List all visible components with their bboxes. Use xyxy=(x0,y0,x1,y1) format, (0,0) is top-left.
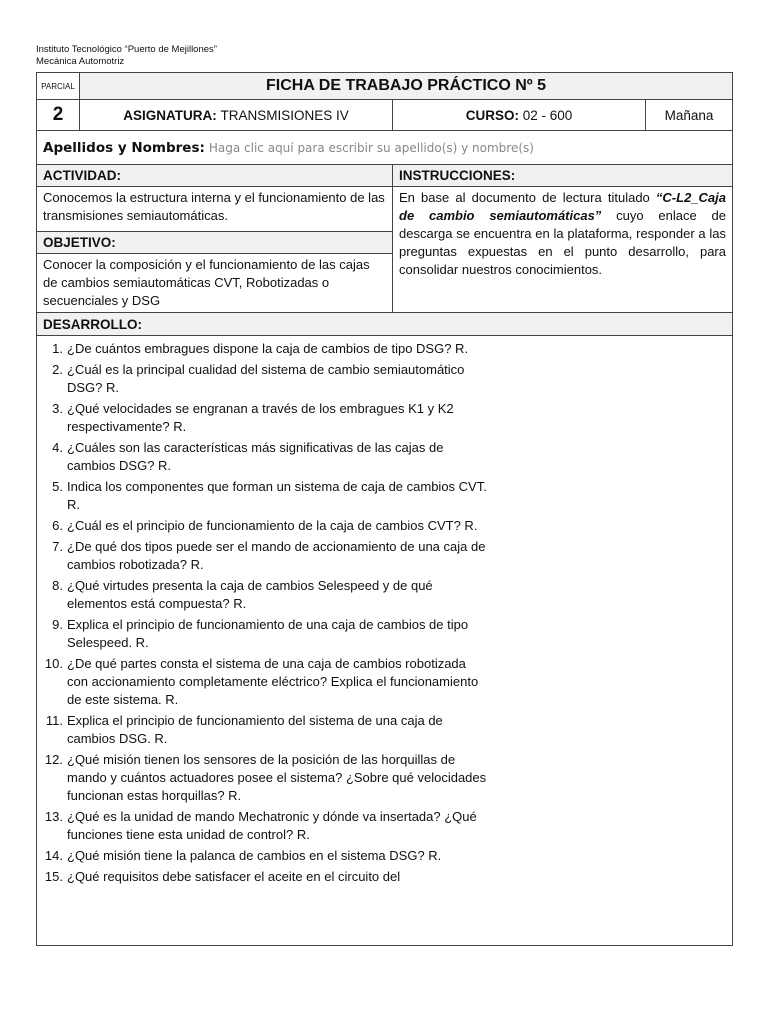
question-number: 11. xyxy=(45,713,63,728)
asignatura-value: TRANSMISIONES IV xyxy=(220,107,349,123)
question-number: 14. xyxy=(44,848,63,863)
question-item xyxy=(37,538,487,574)
question-number: 6. xyxy=(52,518,63,533)
question-number: 10. xyxy=(44,656,63,671)
question-text: ¿Qué requisitos debe satisfacer el aceite en el circuito del xyxy=(67,869,401,884)
curso-cell xyxy=(393,100,646,130)
question-item xyxy=(37,712,487,748)
actividad-text: Conocemos la estructura interna y el funcionamiento de las transmisiones semiautomáticas. xyxy=(37,187,392,232)
course-row xyxy=(37,100,732,131)
instrucciones-rest: cuyo enlace de descarga se encuentra en la plataforma, responder a las preguntas expuestas en el punto desarrollo, para consolidar nuestros conocimientos. xyxy=(399,208,726,277)
asignatura-cell xyxy=(80,100,393,130)
question-text: ¿Qué misión tiene la palanca de cambios en el sistema DSG? R. xyxy=(67,848,442,863)
objetivo-heading: OBJETIVO: xyxy=(37,232,392,254)
question-text: ¿Qué virtudes presenta la caja de cambios Selespeed y de qué elementos está compuesta? R. xyxy=(67,578,433,611)
question-number: 9. xyxy=(52,617,63,632)
asignatura-label: ASIGNATURA: xyxy=(123,107,217,123)
parcial-label: PARCIAL xyxy=(37,73,80,99)
question-number: 12. xyxy=(44,752,63,767)
question-text: ¿Cuáles son las características más significativas de las cajas de cambios DSG? R. xyxy=(67,440,444,473)
instrucciones-text xyxy=(393,187,732,281)
question-item xyxy=(37,361,487,397)
turno-cell: Mañana xyxy=(664,107,714,123)
question-text: ¿De qué dos tipos puede ser el mando de accionamiento de una caja de cambios robotizada? R. xyxy=(67,539,486,572)
activity-block xyxy=(37,165,732,313)
question-item xyxy=(37,478,487,514)
question-text: ¿De cuántos embragues dispone la caja de cambios de tipo DSG? R. xyxy=(67,341,469,356)
document-title: “C-L2_Caja de cambio semiautomáticas” xyxy=(399,190,726,223)
department-name: Mecánica Automotriz xyxy=(36,56,125,67)
objetivo-text: Conocer la composición y el funcionamiento de las cajas de cambios semiautomáticas CVT, Robotizadas o secuenciales y DSG xyxy=(43,257,370,308)
instrucciones-intro: En base al documento de lectura titulado xyxy=(399,190,656,205)
curso-label: CURSO: xyxy=(465,107,519,123)
question-item xyxy=(37,517,487,535)
question-text: Explica el principio de funcionamiento del sistema de una caja de cambios DSG. R. xyxy=(67,713,443,746)
question-item xyxy=(37,340,487,358)
desarrollo-heading: DESARROLLO: xyxy=(37,313,732,336)
question-item xyxy=(37,808,487,844)
activity-objective-column xyxy=(37,165,393,312)
worksheet-table xyxy=(36,72,733,946)
question-item xyxy=(37,616,487,652)
question-text: ¿Qué es la unidad de mando Mechatronic y dónde va insertada? ¿Qué funciones tiene esta unidad de control? R. xyxy=(67,809,477,842)
nombres-label: Apellidos y Nombres: xyxy=(43,139,205,156)
institution-name: Instituto Tecnológico “Puerto de Mejillones” xyxy=(36,44,217,55)
question-item xyxy=(37,439,487,475)
actividad-heading: ACTIVIDAD: xyxy=(37,165,392,187)
question-number: 3. xyxy=(52,401,63,416)
nombres-row xyxy=(37,131,732,165)
question-item xyxy=(37,868,487,886)
question-text: ¿Qué velocidades se engranan a través de los embragues K1 y K2 respectivamente? R. xyxy=(67,401,454,434)
instrucciones-heading: INSTRUCCIONES: xyxy=(393,165,732,187)
question-text: Explica el principio de funcionamiento de una caja de cambios de tipo Selespeed. R. xyxy=(67,617,469,650)
question-text: ¿Cuál es la principal cualidad del sistema de cambio semiautomático DSG? R. xyxy=(67,362,465,395)
question-number: 4. xyxy=(52,440,63,455)
question-item xyxy=(37,400,487,436)
question-item xyxy=(37,751,487,805)
question-text: ¿Qué misión tienen los sensores de la posición de las horquillas de mando y cuántos actuadores posee el sistema? ¿Sobre qué velocidades funcionan estas horquillas? R. xyxy=(67,752,487,803)
question-list xyxy=(37,336,732,945)
question-item xyxy=(37,847,487,865)
question-number: 5. xyxy=(52,479,63,494)
question-text: Indica los componentes que forman un sistema de caja de cambios CVT. R. xyxy=(67,479,487,512)
question-number: 7. xyxy=(52,539,63,554)
question-item xyxy=(37,655,487,709)
question-item xyxy=(37,577,487,613)
question-number: 15. xyxy=(44,869,63,884)
question-text: ¿De qué partes consta el sistema de una caja de cambios robotizada con accionamiento completamente eléctrico? Explica el funcionamiento de este sistema. R. xyxy=(67,656,479,707)
nombres-input[interactable]: Haga clic aquí para escribir su apellido(s) y nombre(s) xyxy=(208,140,534,155)
instructions-column xyxy=(393,165,732,312)
curso-value: 02 - 600 xyxy=(522,107,573,123)
question-number: 1. xyxy=(52,341,63,356)
title-row xyxy=(37,73,732,100)
page-title: FICHA DE TRABAJO PRÁCTICO Nº 5 xyxy=(80,73,732,99)
question-number: 8. xyxy=(52,578,63,593)
question-number: 2. xyxy=(52,362,63,377)
parcial-number: 2 xyxy=(37,100,80,130)
question-text: ¿Cuál es el principio de funcionamiento de la caja de cambios CVT? R. xyxy=(67,518,478,533)
institution-header xyxy=(36,44,217,68)
question-number: 13. xyxy=(44,809,63,824)
